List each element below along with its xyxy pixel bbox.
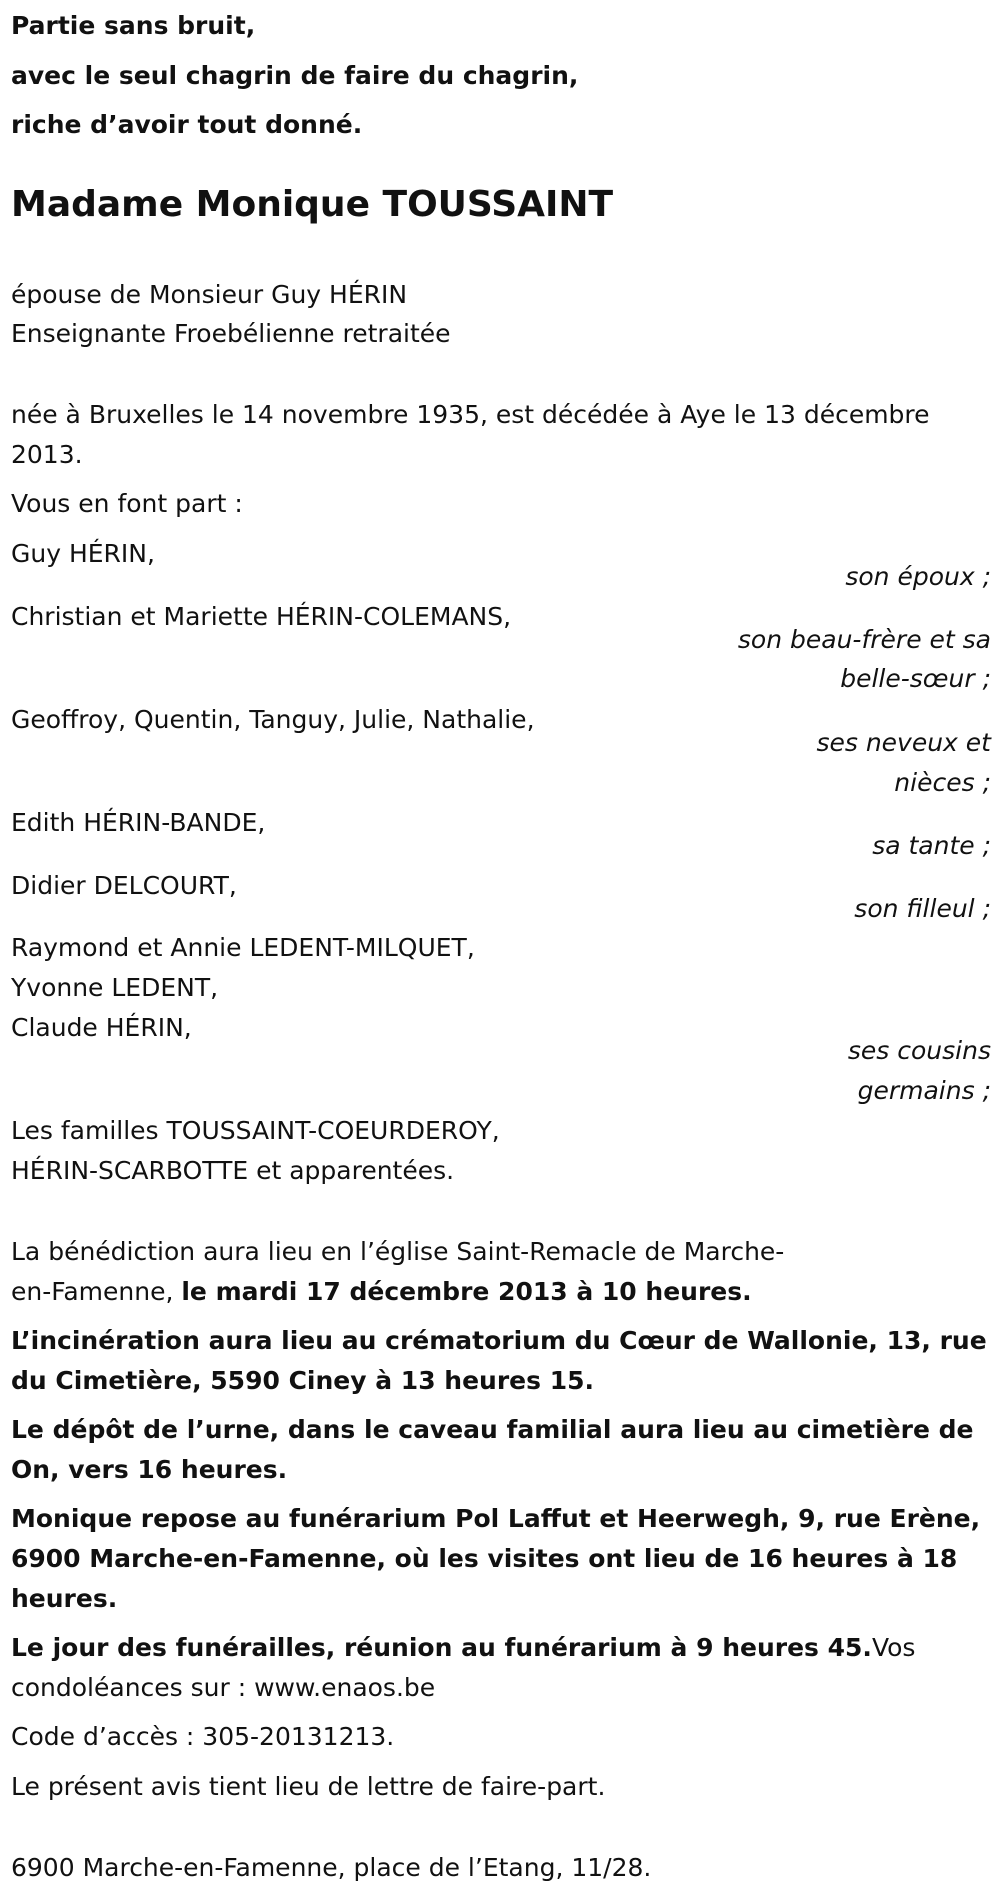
intro-line-3: riche d’avoir tout donné.	[11, 110, 363, 139]
spouse-line: épouse de Monsieur Guy HÉRIN	[11, 280, 408, 309]
family-names: Geoffroy, Quentin, Tanguy, Julie, Nathalie,	[11, 705, 535, 734]
family-relation: son filleul ;	[854, 894, 991, 923]
family-names: Christian et Mariette HÉRIN-COLEMANS,	[11, 602, 512, 631]
funerarium-line-3: heures.	[11, 1584, 118, 1613]
intro-line-2: avec le seul chagrin de faire du chagrin,	[11, 61, 579, 90]
family-names: Raymond et Annie LEDENT-MILQUET,	[11, 933, 475, 962]
cremation-line-1: L’incinération aura lieu au crématorium du Cœur de Wallonie, 13, rue	[11, 1326, 987, 1355]
family-relation: belle-sœur ;	[840, 664, 991, 693]
family-names: Les familles TOUSSAINT-COEURDEROY,	[11, 1116, 500, 1145]
meeting-condolences-start: Vos	[871, 1633, 916, 1662]
ceremony-line-1: La bénédiction aura lieu en l’église Saint-Remacle de Marche-	[11, 1237, 785, 1266]
funerarium-line-1: Monique repose au funérarium Pol Laffut et Heerwegh, 9, rue Erène,	[11, 1504, 981, 1533]
deceased-name: Madame Monique TOUSSAINT	[11, 184, 614, 225]
meeting-info: Le jour des funérailles, réunion au funérarium à 9 heures 45.	[11, 1633, 872, 1662]
family-relation: son époux ;	[845, 562, 991, 591]
birth-death-line-1: née à Bruxelles le 14 novembre 1935, est décédée à Aye le 13 décembre	[11, 400, 930, 429]
ceremony-place: en-Famenne,	[11, 1277, 182, 1306]
meeting-line-1	[11, 1628, 915, 1668]
family-names: HÉRIN-SCARBOTTE et apparentées.	[11, 1156, 455, 1185]
cremation-line-2: du Cimetière, 5590 Ciney à 13 heures 15.	[11, 1366, 595, 1395]
notice-line: Le présent avis tient lieu de lettre de faire-part.	[11, 1772, 606, 1801]
ceremony-date: le mardi 17 décembre 2013 à 10 heures.	[181, 1277, 752, 1306]
ceremony-line-2	[11, 1272, 752, 1312]
condolences-line: condoléances sur : www.enaos.be	[11, 1673, 436, 1702]
profession-line: Enseignante Froebélienne retraitée	[11, 319, 451, 348]
family-relation: germains ;	[857, 1076, 991, 1105]
funerarium-line-2: 6900 Marche-en-Famenne, où les visites ont lieu de 16 heures à 18	[11, 1544, 958, 1573]
intro-line-1: Partie sans bruit,	[11, 11, 256, 40]
family-relation: son beau-frère et sa	[737, 625, 991, 654]
family-names: Didier DELCOURT,	[11, 871, 237, 900]
family-names: Claude HÉRIN,	[11, 1013, 192, 1042]
family-relation: sa tante ;	[872, 831, 991, 860]
family-names: Edith HÉRIN-BANDE,	[11, 808, 266, 837]
family-relation: ses cousins	[847, 1036, 991, 1065]
family-relation: ses neveux et	[816, 728, 991, 757]
urn-line-1: Le dépôt de l’urne, dans le caveau familial aura lieu au cimetière de	[11, 1415, 974, 1444]
access-code: Code d’accès : 305-20131213.	[11, 1722, 395, 1751]
family-relation: nièces ;	[894, 768, 991, 797]
announcement: Vous en font part :	[11, 489, 243, 518]
urn-line-2: On, vers 16 heures.	[11, 1455, 288, 1484]
family-names: Guy HÉRIN,	[11, 539, 155, 568]
birth-death-line-2: 2013.	[11, 440, 83, 469]
family-names: Yvonne LEDENT,	[11, 973, 219, 1002]
address-line: 6900 Marche-en-Famenne, place de l’Etang, 11/28.	[11, 1853, 652, 1882]
